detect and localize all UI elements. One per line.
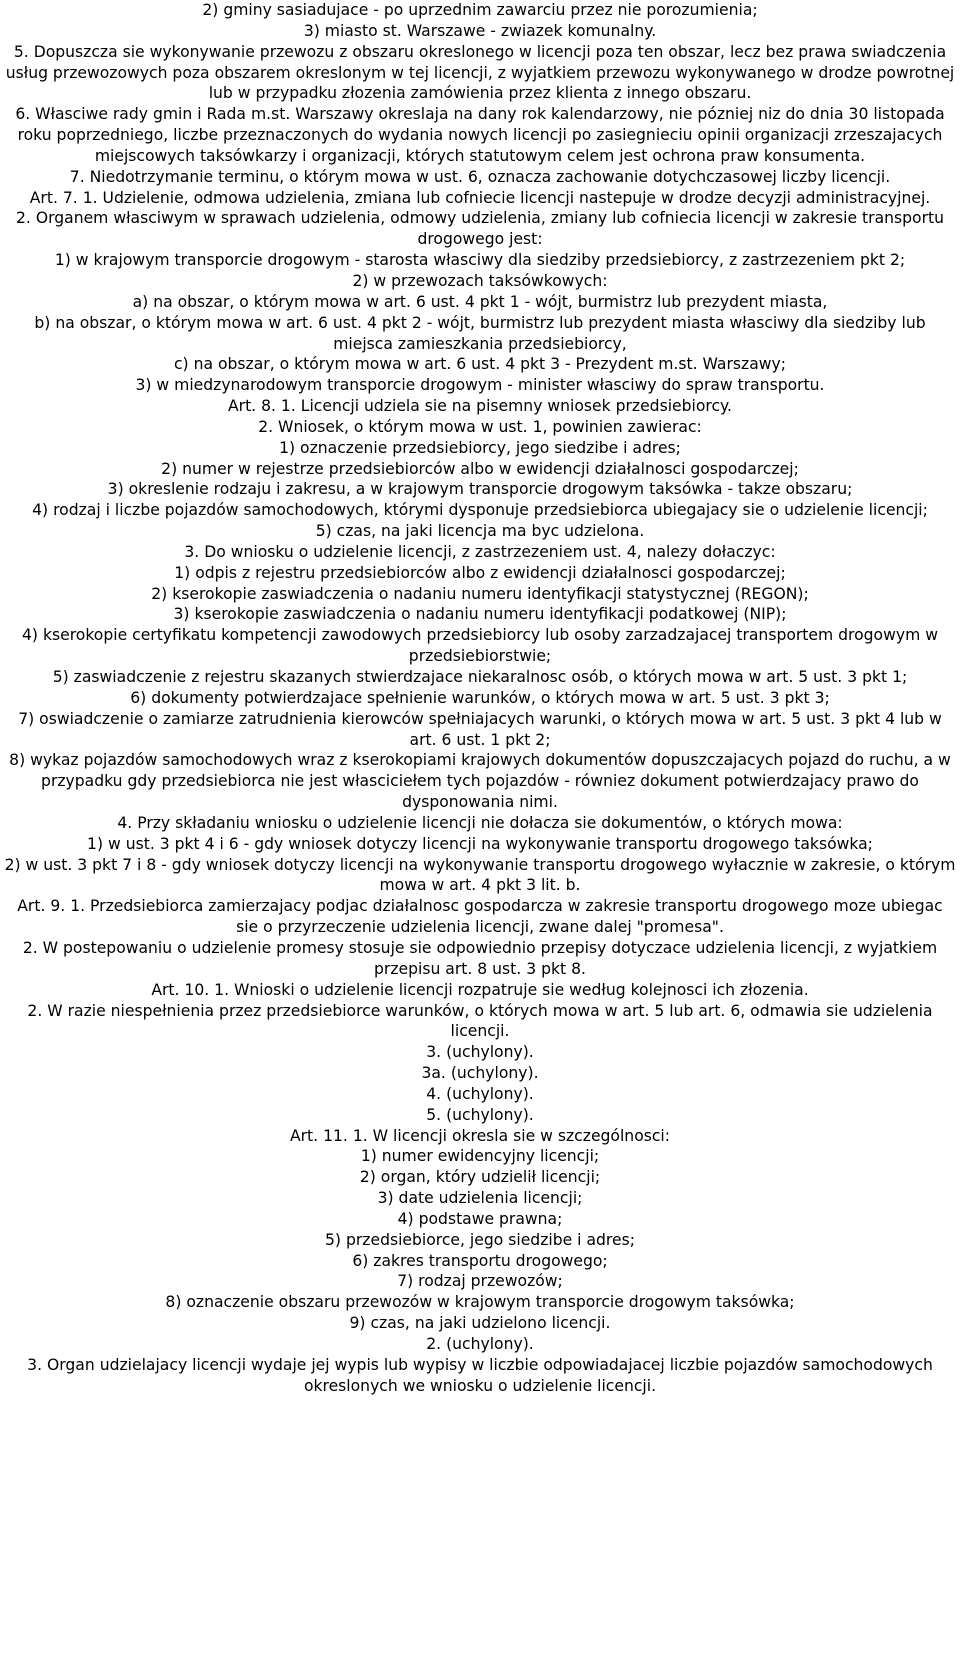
- document-paragraph: 2) gminy sasiadujace - po uprzednim zawarciu przez nie porozumienia;: [202, 1, 758, 19]
- document-paragraph: 2) w przewozach taksówkowych:: [352, 271, 608, 290]
- document-paragraph: 2) numer w rejestrze przedsiebiorców albo w ewidencji działalnosci gospodarczej;: [161, 459, 799, 478]
- document-paragraph: 3. (uchylony).: [426, 1043, 534, 1062]
- document-paragraph: 3a. (uchylony).: [421, 1064, 539, 1083]
- document-paragraph: b) na obszar, o którym mowa w art. 6 ust. 4 pkt 2 - wójt, burmistrz lub prezydent miasta własciwy dla siedziby lub miejsca zamieszkania przedsiebiorcy,: [34, 313, 926, 353]
- document-paragraph: 5) przedsiebiorce, jego siedzibe i adres;: [325, 1230, 635, 1249]
- document-paragraph: 3) okreslenie rodzaju i zakresu, a w krajowym transporcie drogowym taksówka - takze obszaru;: [107, 480, 853, 499]
- document-paragraph: 1) numer ewidencyjny licencji;: [360, 1147, 600, 1166]
- document-paragraph: 1) odpis z rejestru przedsiebiorców albo z ewidencji działalnosci gospodarczej;: [174, 563, 786, 582]
- document-paragraph: 4. Przy składaniu wniosku o udzielenie licencji nie dołacza sie dokumentów, o których mowa:: [117, 813, 843, 832]
- document-paragraph: Art. 9. 1. Przedsiebiorca zamierzajacy podjac działalnosc gospodarcza w zakresie transportu drogowego moze ubiegac sie o przyrzeczenie udzielenia licencji, zwane dalej "promesa".: [17, 897, 943, 937]
- document-paragraph: 3) date udzielenia licencji;: [377, 1189, 583, 1208]
- document-paragraph: 7) oswiadczenie o zamiarze zatrudnienia kierowców spełniajacych warunki, o których mowa w art. 5 ust. 3 pkt 4 lub w art. 6 ust. 1 pkt 2;: [18, 709, 942, 749]
- document-paragraph: 5) czas, na jaki licencja ma byc udzielona.: [315, 522, 645, 541]
- document-paragraph: 3. Do wniosku o udzielenie licencji, z zastrzezeniem ust. 4, nalezy dołaczyc:: [184, 542, 776, 561]
- document-paragraph: 6. Własciwe rady gmin i Rada m.st. Warszawy okreslaja na dany rok kalendarzowy, nie pózniej niz do dnia 30 listopada roku poprzedniego, liczbe przeznaczonych do wydania nowych licencji po zasiegnieciu opinii organizacji zrzeszajacych miejscowych taksówkarzy i organizacji, których statutowym celem jest ochrona praw konsumenta.: [15, 105, 945, 165]
- document-paragraph: 7) rodzaj przewozów;: [397, 1272, 563, 1291]
- document-paragraph: 9) czas, na jaki udzielono licencji.: [349, 1314, 611, 1333]
- document-paragraph: 2) organ, który udzielił licencji;: [359, 1168, 601, 1187]
- document-paragraph: 7. Niedotrzymanie terminu, o którym mowa w ust. 6, oznacza zachowanie dotychczasowej liczby licencji.: [69, 167, 891, 186]
- document-paragraph: 4. (uchylony).: [426, 1084, 534, 1103]
- document-paragraph: 2) w ust. 3 pkt 7 i 8 - gdy wniosek dotyczy licencji na wykonywanie transportu drogowego wyłacznie w zakresie, o którym mowa w art. 4 pkt 3 lit. b.: [4, 855, 956, 895]
- document-paragraph: 5. (uchylony).: [426, 1105, 534, 1124]
- document-paragraph: a) na obszar, o którym mowa w art. 6 ust. 4 pkt 1 - wójt, burmistrz lub prezydent miasta,: [132, 292, 828, 311]
- document-paragraph: 2. W postepowaniu o udzielenie promesy stosuje sie odpowiednio przepisy dotyczace udzielenia licencji, z wyjatkiem przepisu art. 8 ust. 3 pkt 8.: [22, 938, 938, 978]
- document-paragraph: 5. Dopuszcza sie wykonywanie przewozu z obszaru okreslonego w licencji poza ten obszar, lecz bez prawa swiadczenia usług przewozowych poza obszarem okreslonym w tej licencji, z wyjatkiem przewozu wykonywanego w drodze powrotnej lub w przypadku złozenia zamówienia przez klienta z innego obszaru.: [5, 42, 955, 103]
- document-paragraph: 2) kserokopie zaswiadczenia o nadaniu numeru identyfikacji statystycznej (REGON);: [151, 584, 809, 603]
- document-paragraph: 2. W razie niespełnienia przez przedsiebiorce warunków, o których mowa w art. 5 lub art. 6, odmawia sie udzielenia licencji.: [27, 1001, 933, 1041]
- document-paragraph: 6) dokumenty potwierdzajace spełnienie warunków, o których mowa w art. 5 ust. 3 pkt 3;: [130, 688, 830, 707]
- document-paragraph: c) na obszar, o którym mowa w art. 6 ust. 4 pkt 3 - Prezydent m.st. Warszawy;: [173, 355, 786, 374]
- document-paragraph: 1) w ust. 3 pkt 4 i 6 - gdy wniosek dotyczy licencji na wykonywanie transportu drogowego taksówka;: [87, 834, 873, 853]
- document-paragraph: Art. 11. 1. W licencji okresla sie w szczególnosci:: [289, 1126, 671, 1145]
- document-paragraph: Art. 8. 1. Licencji udziela sie na pisemny wniosek przedsiebiorcy.: [227, 397, 733, 416]
- document-paragraph: 8) oznaczenie obszaru przewozów w krajowym transporcie drogowym taksówka;: [165, 1293, 795, 1312]
- document-paragraph: 2. (uchylony).: [426, 1335, 534, 1353]
- document-paragraph: Art. 7. 1. Udzielenie, odmowa udzielenia, zmiana lub cofniecie licencji nastepuje w drodze decyzji administracyjnej.: [29, 188, 931, 207]
- document-paragraph: 3) kserokopie zaswiadczenia o nadaniu numeru identyfikacji podatkowej (NIP);: [173, 605, 787, 624]
- document-paragraph: 3. Organ udzielajacy licencji wydaje jej wypis lub wypisy w liczbie odpowiadajacej liczbie pojazdów samochodowych okreslonych we wniosku o udzielenie licencji.: [27, 1355, 933, 1395]
- document-paragraph: 8) wykaz pojazdów samochodowych wraz z kserokopiami krajowych dokumentów dopuszczajacych pojazd do ruchu, a w przypadku gdy przedsiebiorca nie jest własciciełem tych pojazdów - równiez dokument potwierdzajacy prawo do dysponowania nimi.: [9, 751, 951, 812]
- document-paragraph: 5) zaswiadczenie z rejestru skazanych stwierdzajace niekaralnosc osób, o których mowa w art. 5 ust. 3 pkt 1;: [52, 668, 908, 686]
- document-paragraph: 1) oznaczenie przedsiebiorcy, jego siedzibe i adres;: [279, 438, 681, 457]
- document-paragraph: Art. 10. 1. Wnioski o udzielenie licencji rozpatruje sie według kolejnosci ich złozenia.: [151, 980, 809, 999]
- document-paragraph: 4) kserokopie certyfikatu kompetencji zawodowych przedsiebiorcy lub osoby zarzadzajacej transportem drogowym w przedsiebiorstwie;: [22, 626, 938, 666]
- document-paragraph: 3) w miedzynarodowym transporcie drogowym - minister własciwy do spraw transportu.: [135, 376, 825, 395]
- document-paragraph: 1) w krajowym transporcie drogowym - starosta własciwy dla siedziby przedsiebiorcy, z zastrzezeniem pkt 2;: [54, 251, 906, 270]
- document-paragraph: 2. Organem własciwym w sprawach udzielenia, odmowy udzielenia, zmiany lub cofniecia licencji w zakresie transportu drogowego jest:: [16, 209, 944, 249]
- document-paragraph: 6) zakres transportu drogowego;: [352, 1251, 608, 1270]
- document-paragraph: 4) rodzaj i liczbe pojazdów samochodowych, którymi dysponuje przedsiebiorca ubiegajacy sie o udzielenie licencji;: [32, 501, 928, 520]
- document-paragraph: 4) podstawe prawna;: [397, 1209, 563, 1228]
- document-paragraph: 3) miasto st. Warszawe - zwiazek komunalny.: [303, 21, 657, 40]
- document-paragraph: 2. Wniosek, o którym mowa w ust. 1, powinien zawierac:: [258, 417, 702, 436]
